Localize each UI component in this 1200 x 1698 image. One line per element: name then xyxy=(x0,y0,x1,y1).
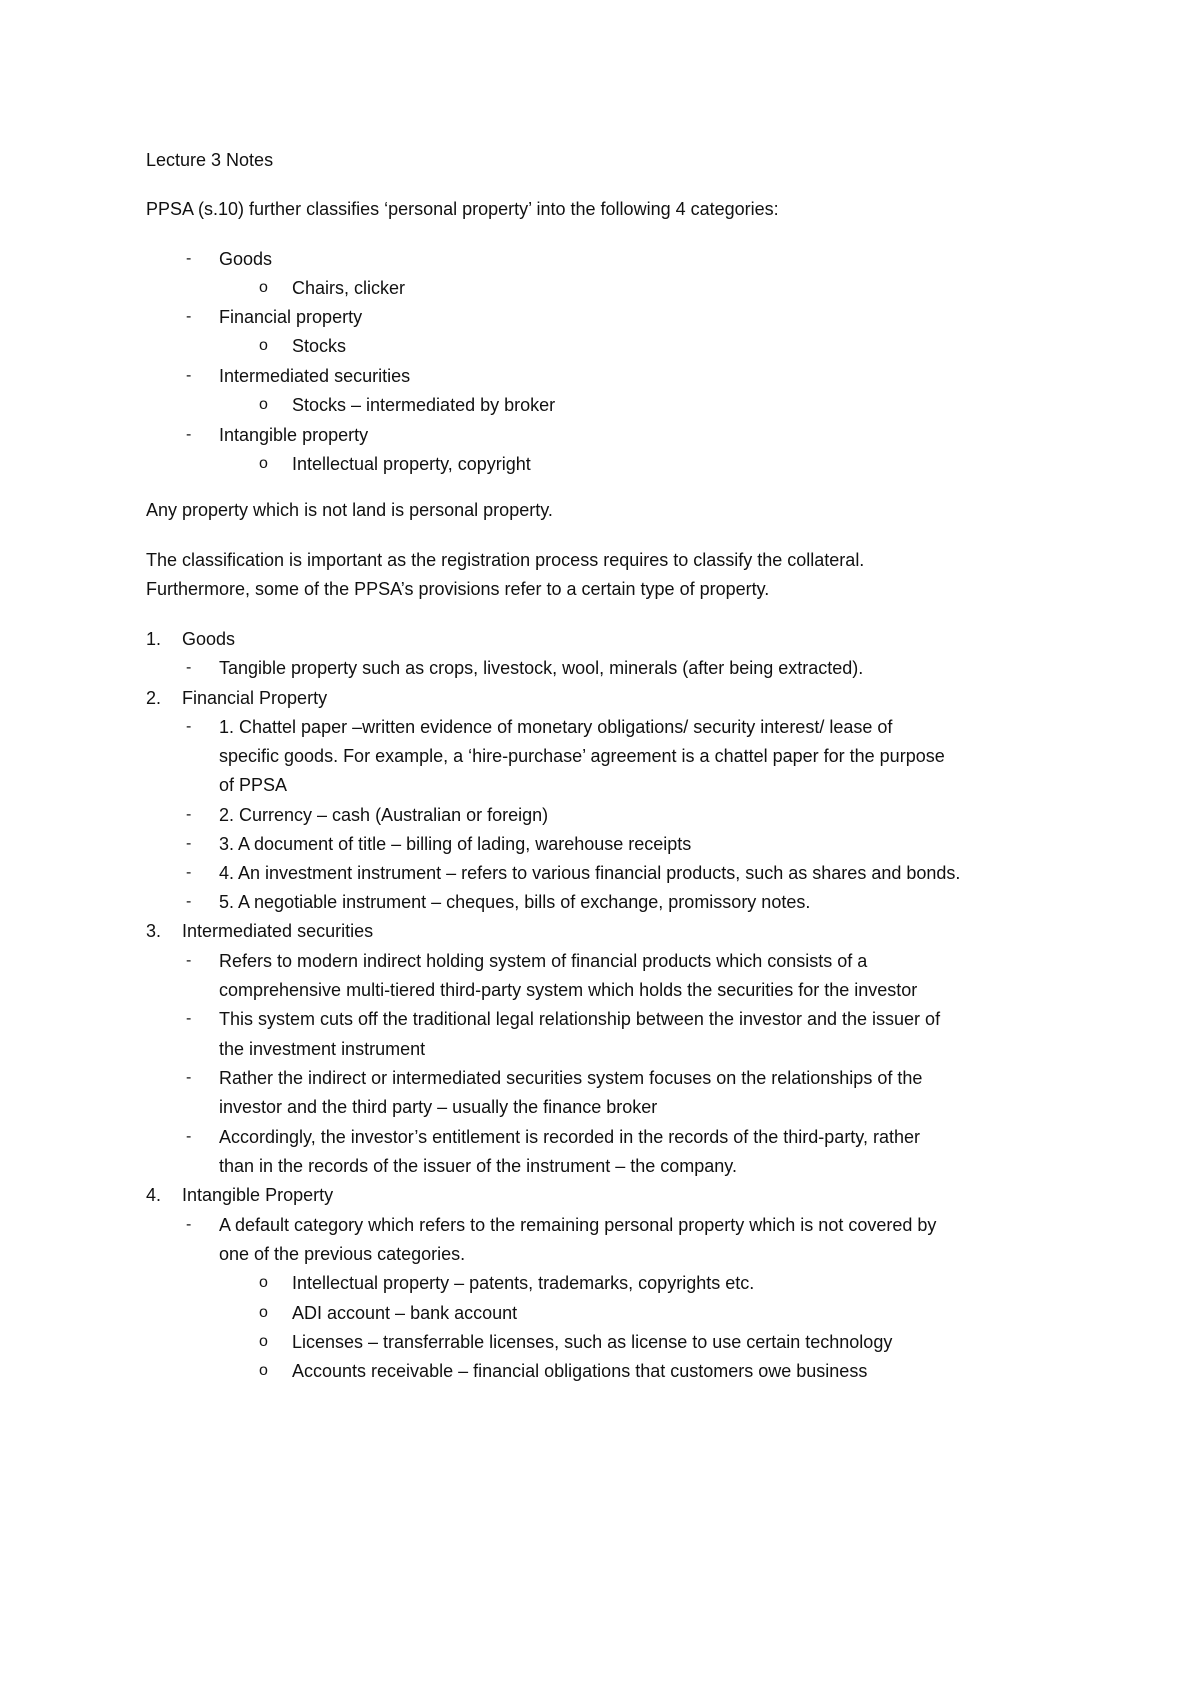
document-title: Lecture 3 Notes xyxy=(146,150,274,170)
section-bullet: 5. A negotiable instrument – cheques, bills of exchange, promissory notes. xyxy=(219,892,811,912)
section-bullet: Refers to modern indirect holding system of financial products which consists of a xyxy=(219,951,868,971)
section-subitem: Accounts receivable – financial obligations that customers owe business xyxy=(292,1361,868,1381)
category-label: Intermediated securities xyxy=(219,366,411,386)
section-bullet: This system cuts off the traditional legal relationship between the investor and the issuer of xyxy=(219,1009,941,1029)
dash-marker: - xyxy=(186,1128,192,1145)
dash-marker: - xyxy=(186,893,192,910)
section-subitem: ADI account – bank account xyxy=(292,1303,518,1323)
section-bullet-continuation: specific goods. For example, a ‘hire-purchase’ agreement is a chattel paper for the purpose xyxy=(219,746,945,766)
paragraph-classification-line: Furthermore, some of the PPSA’s provisions refer to a certain type of property. xyxy=(146,579,770,599)
section-bullet: Rather the indirect or intermediated securities system focuses on the relationships of the xyxy=(219,1068,923,1088)
dash-marker: - xyxy=(186,1069,192,1086)
section-bullet: Tangible property such as crops, livestock, wool, minerals (after being extracted). xyxy=(219,658,864,678)
section-heading: Financial Property xyxy=(182,688,328,708)
category-label: Intangible property xyxy=(219,425,369,445)
circle-marker: o xyxy=(259,1362,268,1379)
circle-marker: o xyxy=(259,1333,268,1350)
section-subitem: Intellectual property – patents, trademarks, copyrights etc. xyxy=(292,1273,755,1293)
section-number: 1. xyxy=(146,629,162,649)
section-bullet: 2. Currency – cash (Australian or foreign) xyxy=(219,805,549,825)
category-example: Stocks xyxy=(292,336,347,356)
dash-marker: - xyxy=(186,1010,192,1027)
dash-marker: - xyxy=(186,835,192,852)
category-example: Stocks – intermediated by broker xyxy=(292,395,556,415)
circle-marker: o xyxy=(259,1304,268,1321)
section-bullet-continuation: the investment instrument xyxy=(219,1039,426,1059)
category-label: Goods xyxy=(219,249,273,269)
section-bullet-continuation: one of the previous categories. xyxy=(219,1244,466,1264)
paragraph-personal-property: Any property which is not land is personal property. xyxy=(146,500,553,520)
circle-marker: o xyxy=(259,1274,268,1291)
section-bullet: Accordingly, the investor’s entitlement is recorded in the records of the third-party, rather xyxy=(219,1127,920,1147)
circle-marker: o xyxy=(259,337,268,354)
circle-marker: o xyxy=(259,455,268,472)
section-bullet: 4. An investment instrument – refers to various financial products, such as shares and bonds. xyxy=(219,863,961,883)
section-heading: Intangible Property xyxy=(182,1185,334,1205)
dash-marker: - xyxy=(186,952,192,969)
circle-marker: o xyxy=(259,279,268,296)
dash-marker: - xyxy=(186,426,192,443)
section-bullet: 3. A document of title – billing of lading, warehouse receipts xyxy=(219,834,692,854)
paragraph-classification-line: The classification is important as the registration process requires to classify the collateral. xyxy=(146,550,865,570)
dash-marker: - xyxy=(186,659,192,676)
category-example: Chairs, clicker xyxy=(292,278,406,298)
section-bullet: A default category which refers to the remaining personal property which is not covered by xyxy=(219,1215,937,1235)
section-number: 2. xyxy=(146,688,162,708)
section-bullet-continuation: of PPSA xyxy=(219,775,288,795)
category-example: Intellectual property, copyright xyxy=(292,454,531,474)
dash-marker: - xyxy=(186,864,192,881)
section-heading: Goods xyxy=(182,629,236,649)
section-bullet: 1. Chattel paper –written evidence of monetary obligations/ security interest/ lease of xyxy=(219,717,893,737)
dash-marker: - xyxy=(186,250,192,267)
category-label: Financial property xyxy=(219,307,363,327)
section-heading: Intermediated securities xyxy=(182,921,374,941)
section-bullet-continuation: investor and the third party – usually the finance broker xyxy=(219,1097,658,1117)
dash-marker: - xyxy=(186,308,192,325)
intro-paragraph: PPSA (s.10) further classifies ‘personal property’ into the following 4 categories: xyxy=(146,199,779,219)
circle-marker: o xyxy=(259,396,268,413)
dash-marker: - xyxy=(186,1216,192,1233)
section-bullet-continuation: comprehensive multi-tiered third-party system which holds the securities for the investor xyxy=(219,980,918,1000)
section-number: 3. xyxy=(146,921,162,941)
dash-marker: - xyxy=(186,367,192,384)
section-subitem: Licenses – transferrable licenses, such as license to use certain technology xyxy=(292,1332,893,1352)
section-number: 4. xyxy=(146,1185,162,1205)
section-bullet-continuation: than in the records of the issuer of the instrument – the company. xyxy=(219,1156,737,1176)
dash-marker: - xyxy=(186,718,192,735)
dash-marker: - xyxy=(186,806,192,823)
